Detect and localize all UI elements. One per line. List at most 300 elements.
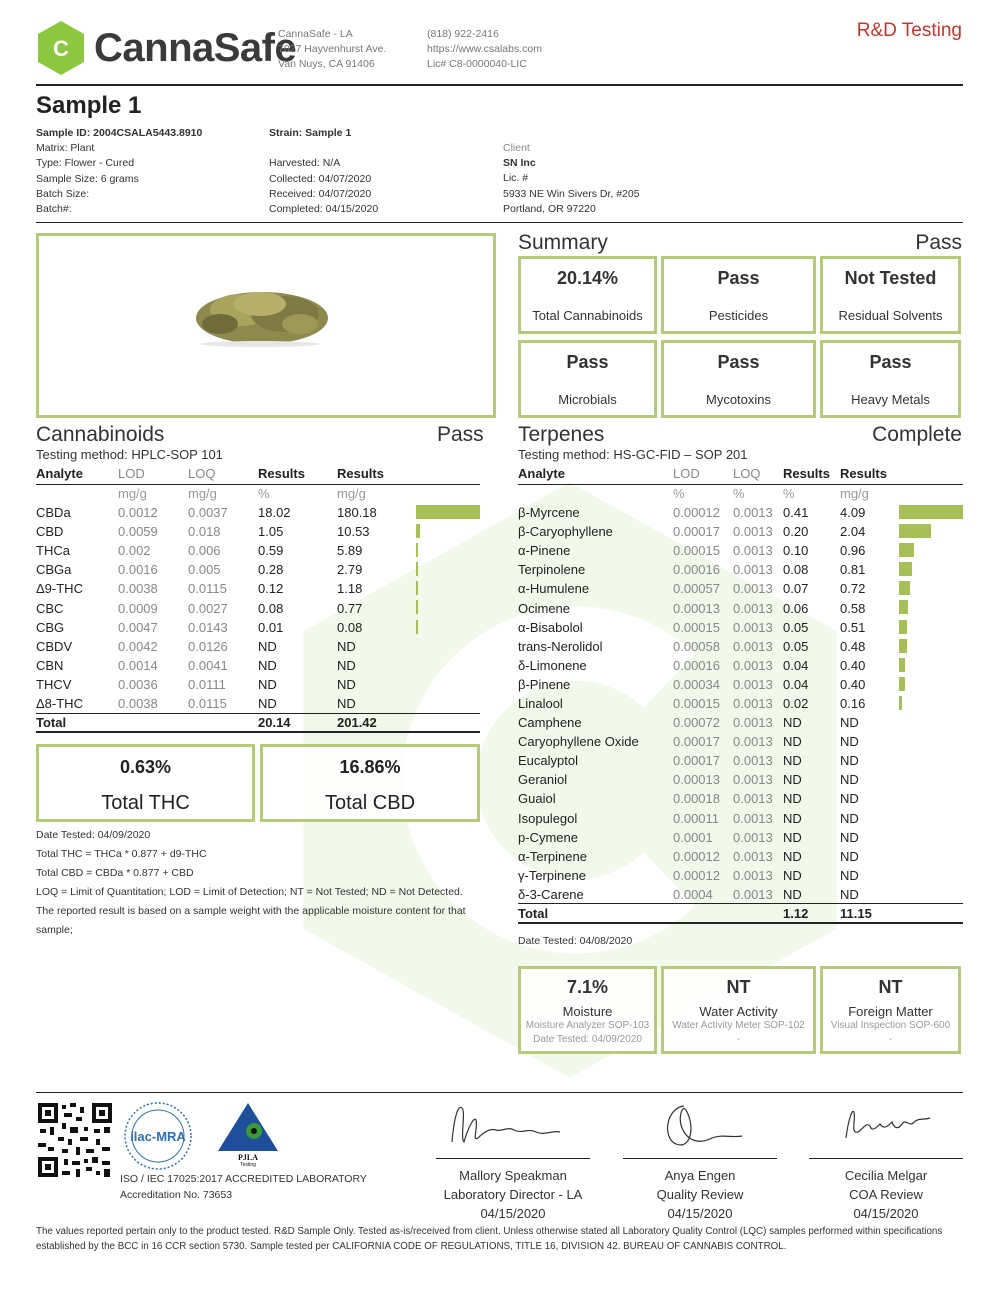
result-pct-cell: 0.41 [783, 505, 809, 521]
result-mg-cell: ND [337, 676, 356, 692]
result-mg-cell: mg/g [337, 486, 366, 502]
logo-text: CannaSafe [94, 26, 297, 70]
table-row [518, 770, 963, 789]
footer-divider [36, 1092, 963, 1093]
lod-cell: 0.0001 [673, 829, 713, 845]
result-mg-cell: 11.15 [840, 905, 872, 921]
result-mg-cell: 0.51 [840, 619, 866, 635]
test-method: Water Activity Meter SOP-102 [672, 1020, 805, 1031]
result-mg-cell: 0.96 [840, 543, 866, 559]
signatory-role: Quality Review [656, 1187, 744, 1202]
result-bar [899, 543, 914, 557]
result-mg-cell: ND [840, 810, 859, 826]
analyte-cell: CBDV [36, 638, 73, 654]
loq-cell: 0.0013 [733, 829, 773, 845]
result-mg-cell: ND [840, 848, 859, 864]
lod-cell: 0.0038 [118, 695, 158, 711]
lab-address [278, 27, 386, 72]
lod-cell: 0.00012 [673, 505, 720, 521]
terpenes-title: Terpenes [518, 423, 605, 446]
client-address-line2: Portland, OR 97220 [503, 202, 596, 215]
units-row [518, 484, 963, 503]
lod-cell: 0.00016 [673, 657, 720, 673]
table-row [518, 675, 963, 694]
result-pct-cell: ND [258, 638, 277, 654]
water-activity-box [661, 966, 816, 1054]
result-pct-cell: 0.28 [258, 562, 284, 578]
report-type: R&D Testing [856, 20, 962, 41]
lod-cell: 0.00016 [673, 562, 720, 578]
foreign-matter-box [820, 966, 961, 1054]
note-moisture-2: sample; [36, 924, 73, 936]
lod-cell: 0.00017 [673, 524, 720, 540]
lod-cell: 0.00034 [673, 676, 720, 692]
test-label: Foreign Matter [848, 1004, 933, 1019]
signature-line [623, 1158, 777, 1159]
sample-title: Sample 1 [36, 92, 142, 119]
col-results-mg: Results [840, 466, 887, 482]
cannabinoids-table [36, 464, 480, 733]
result-mg-cell: 4.09 [840, 505, 866, 521]
analyte-cell [518, 484, 673, 503]
analyte-cell: Total [518, 905, 549, 921]
table-row [518, 656, 963, 675]
loq-cell: 0.0013 [733, 867, 773, 883]
loq-cell: 0.0013 [733, 524, 773, 540]
analyte-cell [36, 484, 118, 503]
result-mg-cell: 0.77 [337, 600, 363, 616]
signatory-3 [799, 1166, 973, 1223]
strain: Strain: Sample 1 [269, 127, 352, 139]
table-row [518, 847, 963, 866]
result-pct-cell: 1.12 [783, 905, 809, 921]
collected: Collected: 04/07/2020 [269, 172, 372, 185]
analyte-cell: CBGa [36, 562, 72, 578]
summary-value: Pass [566, 352, 609, 372]
signatory-role: COA Review [849, 1187, 923, 1202]
col-loq: LOQ [733, 466, 761, 482]
table-row [518, 541, 963, 560]
batch-size: Batch Size: [36, 187, 90, 200]
result-mg-cell: 180.18 [337, 505, 377, 521]
test-date: - [888, 1034, 893, 1045]
table-row [36, 522, 480, 541]
result-mg-cell: ND [840, 715, 859, 731]
summary-label: Mycotoxins [705, 392, 772, 407]
lod-cell: 0.00058 [673, 638, 720, 654]
test-method: Moisture Analyzer SOP-103 [525, 1020, 650, 1031]
analyte-cell: α-Bisabolol [518, 619, 583, 635]
lod-cell: 0.00072 [673, 715, 720, 731]
result-pct-cell: 0.10 [783, 543, 809, 559]
loq-cell: 0.005 [188, 562, 221, 578]
lod-cell: % [673, 486, 685, 502]
total-thc-box [36, 744, 255, 822]
summary-box-microbials [518, 340, 657, 418]
loq-cell [733, 904, 783, 923]
note-total-thc: Total THC = THCa * 0.877 + d9-THC [36, 848, 207, 860]
summary-status: Pass [915, 231, 962, 254]
result-pct-cell: 0.12 [258, 581, 284, 597]
result-bar [899, 600, 908, 614]
signature-line [436, 1158, 590, 1159]
analyte-cell: Total [36, 714, 67, 730]
result-bar [899, 562, 912, 576]
result-bar [899, 658, 905, 672]
loq-cell: mg/g [188, 486, 217, 502]
loq-cell: 0.0013 [733, 562, 773, 578]
result-mg-cell: ND [337, 695, 356, 711]
sample-info-left [36, 126, 202, 217]
result-bar [899, 696, 902, 710]
signatory-date: 04/15/2020 [667, 1206, 733, 1221]
result-mg-cell: 201.42 [337, 714, 377, 730]
result-pct-cell: 20.14 [258, 714, 291, 730]
loq-cell: 0.0126 [188, 638, 228, 654]
cannabinoids-title: Cannabinoids [36, 423, 165, 446]
analyte-cell: Guaiol [518, 791, 556, 807]
lod-cell: 0.00018 [673, 791, 720, 807]
analyte-cell: Isopulegol [518, 810, 578, 826]
result-bar [416, 505, 480, 519]
analyte-cell: Linalool [518, 695, 563, 711]
table-row [518, 732, 963, 751]
result-mg-cell: ND [840, 753, 859, 769]
analyte-cell: trans-Nerolidol [518, 638, 603, 654]
signature-mallory-speakman [444, 1098, 564, 1154]
result-mg-cell: ND [337, 657, 356, 673]
note-moisture-1: The reported result is based on a sample weight with the applicable moisture content for that [36, 905, 466, 917]
test-value: NT [878, 977, 903, 997]
note-definitions: LOQ = Limit of Quantitation; LOD = Limit of Detection; NT = Not Tested; ND = Not Detected. [36, 886, 463, 898]
table-row [518, 560, 963, 579]
loq-cell: 0.0013 [733, 676, 773, 692]
result-mg-cell: 0.08 [337, 619, 363, 635]
result-mg-cell: ND [840, 829, 859, 845]
signatory-role: Laboratory Director - LA [443, 1187, 583, 1202]
result-pct-cell: ND [783, 867, 802, 883]
units-row [36, 484, 480, 503]
lod-cell: 0.0014 [118, 657, 158, 673]
lod-cell: 0.0042 [118, 638, 158, 654]
table-row [518, 637, 963, 656]
lod-cell: 0.0059 [118, 524, 158, 540]
result-bar [416, 562, 418, 576]
loq-cell: % [733, 486, 745, 502]
loq-cell: 0.006 [188, 543, 221, 559]
client-license: Lic. # [503, 172, 529, 185]
lod-cell: 0.00017 [673, 734, 720, 750]
result-mg-cell: ND [840, 886, 859, 902]
loq-cell: 0.0013 [733, 638, 773, 654]
lod-cell: 0.00013 [673, 772, 720, 788]
signature-cecilia-melgar [836, 1098, 936, 1154]
result-pct-cell: ND [783, 791, 802, 807]
result-pct-cell: 18.02 [258, 505, 291, 521]
table-row [36, 656, 480, 675]
lab-contact [427, 27, 542, 72]
result-mg-cell: 0.58 [840, 600, 866, 616]
result-mg-cell: 2.79 [337, 562, 363, 578]
lab-address-line2: Van Nuys, CA 91406 [278, 58, 375, 70]
total-thc-value: 0.63% [119, 757, 172, 777]
summary-box-residual-solvents [820, 256, 961, 334]
loq-cell: 0.0115 [188, 695, 227, 711]
signature-anya-engen [656, 1098, 746, 1154]
analyte-cell: Δ8-THC [36, 695, 83, 711]
accreditation-line1: ISO / IEC 17025:2017 ACCREDITED LABORATORY [120, 1173, 367, 1185]
lod-cell [118, 713, 188, 732]
lab-phone: (818) 922-2416 [427, 28, 499, 40]
analyte-cell: CBD [36, 524, 64, 540]
signatory-date: 04/15/2020 [853, 1206, 919, 1221]
loq-cell: 0.0013 [733, 715, 773, 731]
result-bar [899, 505, 963, 519]
sample-type: Type: Flower - Cured [36, 157, 135, 170]
ilac-mra-logo-icon [122, 1101, 194, 1171]
table-row [518, 866, 963, 885]
table-row [36, 541, 480, 560]
note-total-cbd: Total CBD = CBDa * 0.877 + CBD [36, 867, 194, 879]
result-bar [416, 581, 418, 595]
lod-cell: 0.00012 [673, 848, 720, 864]
lod-cell: 0.00012 [673, 867, 720, 883]
result-pct-cell: ND [783, 829, 802, 845]
table-row [36, 694, 480, 713]
analyte-cell: Caryophyllene Oxide [518, 734, 639, 750]
result-pct-cell: ND [783, 715, 802, 731]
qr-code-icon[interactable] [36, 1101, 114, 1179]
table-row [518, 828, 963, 847]
test-value: NT [726, 977, 751, 997]
table-row [518, 751, 963, 770]
loq-cell: 0.0027 [188, 600, 228, 616]
signatory-1 [426, 1166, 600, 1223]
summary-box-heavy-metals [820, 340, 961, 418]
result-pct-cell: ND [783, 848, 802, 864]
lod-cell: 0.00013 [673, 600, 720, 616]
analyte-cell: THCa [36, 543, 70, 559]
test-date: Date Tested: 04/09/2020 [533, 1034, 642, 1045]
terpenes-table [518, 464, 963, 924]
analyte-cell: THCV [36, 676, 72, 692]
test-value: 7.1% [566, 977, 609, 997]
analyte-cell: Ocimene [518, 600, 571, 616]
test-date: - [736, 1034, 741, 1045]
info-divider [36, 222, 963, 223]
result-pct-cell: ND [783, 734, 802, 750]
table-row [518, 885, 963, 904]
result-mg-cell: 0.40 [840, 676, 866, 692]
table-row [518, 789, 963, 808]
result-pct-cell: 0.20 [783, 524, 809, 540]
analyte-cell: Terpinolene [518, 562, 586, 578]
lod-cell: 0.0009 [118, 600, 158, 616]
table-row [36, 637, 480, 656]
terpenes-status: Complete [872, 423, 962, 446]
pjla-logo-icon [216, 1101, 280, 1167]
summary-value: 20.14% [556, 268, 619, 288]
total-row [36, 713, 480, 732]
terpenes-method: Testing method: HS-GC-FID – SOP 201 [518, 447, 748, 462]
table-row [36, 675, 480, 694]
lod-cell: 0.00057 [673, 581, 720, 597]
result-mg-cell: 2.04 [840, 524, 866, 540]
result-mg-cell: mg/g [840, 486, 869, 502]
total-cbd-value: 16.86% [339, 757, 401, 777]
cannasafe-logo-icon [36, 20, 86, 76]
summary-label: Heavy Metals [851, 392, 930, 407]
result-pct-cell: 0.08 [258, 600, 284, 616]
analyte-cell: Geraniol [518, 772, 568, 788]
result-mg-cell: 0.40 [840, 657, 866, 673]
result-pct-cell: % [783, 486, 795, 502]
table-row [518, 522, 963, 541]
loq-cell: 0.0013 [733, 543, 773, 559]
summary-value: Not Tested [844, 268, 937, 288]
table-row [36, 503, 480, 522]
result-bar [899, 639, 907, 653]
summary-value: Pass [869, 352, 912, 372]
result-pct-cell: 0.04 [783, 657, 809, 673]
loq-cell [188, 713, 258, 732]
result-pct-cell: ND [783, 886, 802, 902]
analyte-cell: β-Myrcene [518, 505, 580, 521]
signatory-date: 04/15/2020 [480, 1206, 546, 1221]
result-pct-cell: ND [783, 753, 802, 769]
svg-text:PJLA: PJLA [238, 1153, 258, 1162]
result-mg-cell: 0.81 [840, 562, 866, 578]
signature-line [809, 1158, 963, 1159]
result-bar [416, 543, 418, 557]
result-pct-cell: 0.59 [258, 543, 284, 559]
client-name: SN Inc [503, 157, 536, 170]
col-analyte: Analyte [36, 466, 83, 482]
loq-cell: 0.0115 [188, 581, 227, 597]
result-mg-cell: 5.89 [337, 543, 363, 559]
summary-box-total-cannabinoids [518, 256, 657, 334]
result-mg-cell: ND [840, 867, 859, 883]
lod-cell: mg/g [118, 486, 147, 502]
lab-name: CannaSafe - LA [278, 28, 353, 40]
total-cbd-box [260, 744, 480, 822]
lod-cell [673, 904, 733, 923]
result-pct-cell: 0.01 [258, 619, 284, 635]
analyte-cell: CBN [36, 657, 64, 673]
total-thc-label: Total THC [101, 792, 190, 814]
sample-matrix: Matrix: Plant [36, 142, 95, 155]
analyte-cell: β-Caryophyllene [518, 524, 613, 540]
result-bar [899, 620, 907, 634]
result-bar [416, 600, 418, 614]
client-address-line1: 5933 NE Win Sivers Dr, #205 [503, 187, 640, 200]
loq-cell: 0.0013 [733, 695, 773, 711]
analyte-cell: Camphene [518, 715, 582, 731]
loq-cell: 0.0013 [733, 848, 773, 864]
loq-cell: 0.0013 [733, 657, 773, 673]
result-pct-cell: 0.04 [783, 676, 809, 692]
result-bar [899, 581, 910, 595]
lod-cell: 0.002 [118, 543, 151, 559]
svg-text:ilac-MRA: ilac-MRA [130, 1129, 186, 1144]
lab-website[interactable]: https://www.csalabs.com [427, 43, 542, 55]
result-pct-cell: 0.02 [783, 695, 809, 711]
col-results-mg: Results [337, 466, 384, 482]
lod-cell: 0.00015 [673, 695, 720, 711]
analyte-cell: β-Pinene [518, 676, 571, 692]
loq-cell: 0.0037 [188, 505, 228, 521]
summary-label: Residual Solvents [838, 308, 943, 323]
table-row [518, 598, 963, 617]
sample-id: Sample ID: 2004CSALA5443.8910 [36, 127, 203, 139]
summary-label: Pesticides [708, 308, 769, 323]
cannabis-bud-image [190, 278, 330, 348]
summary-value: Pass [717, 352, 760, 372]
analyte-cell: δ-Limonene [518, 657, 587, 673]
loq-cell: 0.0013 [733, 810, 773, 826]
result-bar [899, 524, 931, 538]
note-date-tested: Date Tested: 04/09/2020 [36, 829, 151, 841]
result-mg-cell: ND [840, 734, 859, 750]
result-mg-cell: 1.18 [337, 581, 363, 597]
result-pct-cell: ND [258, 695, 277, 711]
lod-cell: 0.00015 [673, 619, 720, 635]
table-row [36, 598, 480, 617]
received: Received: 04/07/2020 [269, 187, 372, 200]
table-row [518, 694, 963, 713]
analyte-cell: CBDa [36, 505, 71, 521]
result-pct-cell: 0.08 [783, 562, 809, 578]
table-row [518, 579, 963, 598]
result-mg-cell: ND [840, 772, 859, 788]
analyte-cell: CBC [36, 600, 64, 616]
sample-size: Sample Size: 6 grams [36, 172, 139, 185]
signatory-2 [613, 1166, 787, 1223]
cannabinoids-status: Pass [437, 423, 484, 446]
lod-cell: 0.0004 [673, 886, 713, 902]
analyte-cell: δ-3-Carene [518, 886, 584, 902]
test-label: Water Activity [699, 1004, 778, 1019]
analyte-cell: p-Cymene [518, 829, 578, 845]
client-label: Client [503, 142, 530, 154]
loq-cell: 0.0013 [733, 772, 773, 788]
result-mg-cell: 0.72 [840, 581, 866, 597]
table-row [36, 560, 480, 579]
loq-cell: 0.0013 [733, 505, 773, 521]
lod-cell: 0.0038 [118, 581, 158, 597]
summary-box-mycotoxins [661, 340, 816, 418]
table-row [518, 713, 963, 732]
loq-cell: 0.018 [188, 524, 221, 540]
footer-disclaimer: The values reported pertain only to the product tested. R&D Sample Only. Tested as-is/received from client. Unless otherwise stated all Laboratory Quality Control (LQC) samples performed within specifications established by the BCC in 16 CCR section 5730. Sample tested per CALIFORNIA CODE OF REGULATIONS, TITLE 16, DIVISION 42. BUREAU OF CANNABIS CONTROL. [36, 1226, 943, 1252]
loq-cell: 0.0013 [733, 600, 773, 616]
result-mg-cell: 0.48 [840, 638, 866, 654]
result-mg-cell: 0.16 [840, 695, 866, 711]
analyte-cell: CBG [36, 619, 65, 635]
result-pct-cell: 1.05 [258, 524, 284, 540]
col-analyte: Analyte [518, 466, 565, 482]
col-results-pct: Results [258, 466, 305, 482]
signatory-name: Cecilia Melgar [844, 1168, 928, 1183]
analyte-cell: α-Humulene [518, 581, 590, 597]
lod-cell: 0.0036 [118, 676, 158, 692]
accreditation-info [120, 1171, 367, 1203]
terpenes-date-tested: Date Tested: 04/08/2020 [518, 935, 633, 947]
summary-label: Total Cannabinoids [532, 308, 643, 323]
client-info [503, 141, 640, 217]
analyte-cell: α-Pinene [518, 543, 571, 559]
table-row [36, 579, 480, 598]
